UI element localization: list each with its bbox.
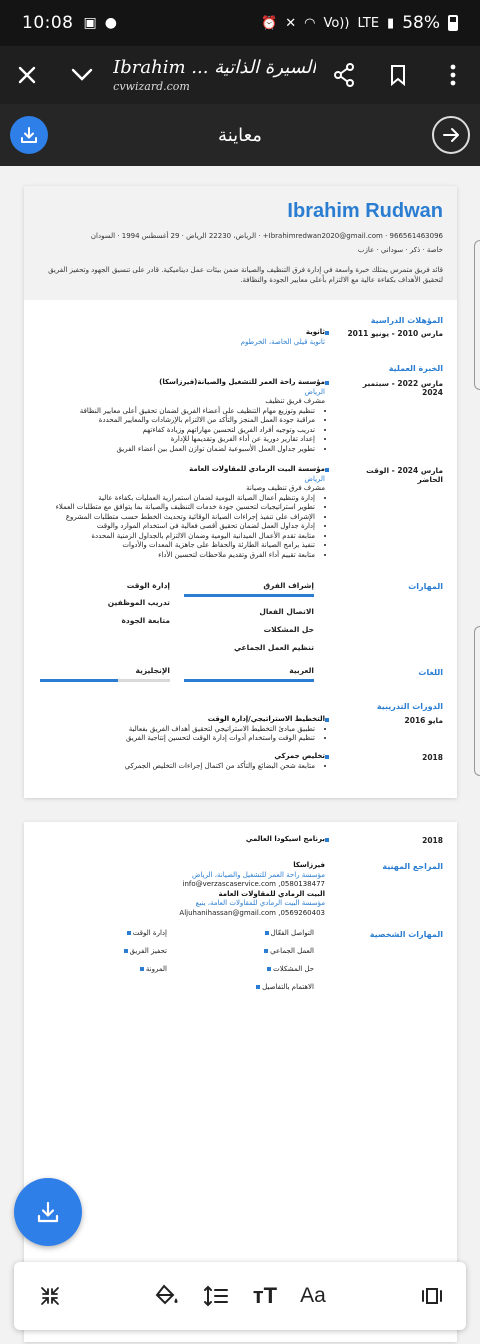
page-scroll-handle[interactable] [474,240,480,390]
course-2-marker [325,755,329,759]
battery-icon [448,15,458,31]
network-label: LTE [357,15,380,31]
formatting-toolbar [14,1262,466,1330]
status-time: 10:08 [22,13,74,33]
text-size-icon[interactable]: тT [252,1283,278,1308]
course-3-entry [45,835,325,845]
battery-label: 58% [402,13,440,33]
personal-skill: المرونة [140,965,167,973]
list-item: • إدارة جداول العمل لضمان تحقيق أقصى فعالية في استخدام الموارد والوقت [45,522,315,532]
job-2-marker [325,468,329,472]
chevron-down-icon[interactable] [55,46,110,104]
course-2-date: 2018 [422,753,443,762]
tab-url: cvwizard.com [113,80,190,93]
tab-title: Ibrahim ... السيرة الذاتية [113,57,317,78]
preview-title: معاينة [218,124,262,146]
job-1-city: الرياض [304,387,325,396]
personal-skill: التواصل الفعّال [265,929,314,937]
contact-line-1: Ibrahimredwan2020@gmail.com · 966561463096+ · الرياض، 22230 الرياض · 29 أغسطس 1994 · السودان [90,232,443,240]
list-item: • إعداد تقارير دورية عن أداء الفريق وتقديمها للإدارة [45,435,315,445]
course-1-marker [325,718,329,722]
course-2-name: تخليص جمركي [274,752,325,760]
skill-item: متابعة الجودة [121,616,170,625]
alarm-icon: ⏰ [261,15,278,31]
signal-icon: ▮ [387,15,395,31]
list-item: • تدريب وتوجيه أفراد الفريق لتحسين مهاراتهم وزيادة كفاءتهم [45,426,315,436]
line-spacing-icon[interactable] [202,1282,230,1310]
reference-org: مؤسسة البيت الرمادي للمقاولات العامة، ينبع [195,899,325,907]
experience-title: الخبرة العملية [388,364,443,373]
education-date: مارس 2010 - يونيو 2011 [347,329,443,338]
list-item: • تطوير جداول العمل الأسبوعية لضمان توازن العمل بين أعضاء الفريق [45,445,315,455]
arrow-right-icon [442,127,460,143]
languages-title: اللغات [418,668,443,677]
close-icon[interactable] [0,46,55,104]
job-1-company: مؤسسة راحة العمر للتشغيل والصيانة(فيرزاسكا) [159,378,325,386]
contact-line-2: خاصة · ذكر · سوداني · عازب [357,246,443,254]
font-icon[interactable]: Aa [300,1284,326,1307]
education-entry [45,328,325,347]
skill-item: الاتصال الفعال [259,607,314,616]
skill-item: تدريب الموظفين [107,598,170,607]
skill-bar [184,594,314,597]
gallery-icon: ▣ [83,15,97,31]
course-3-date: 2018 [422,836,443,845]
bookmark-icon[interactable] [371,46,426,104]
language-level [184,679,314,682]
share-icon[interactable] [316,46,371,104]
list-item: • متابعة شحن البضائع والتأكد من اكتمال إجراءات التخليص الجمركي [45,762,315,772]
list-item: • إدارة وتنظيم أعمال الصيانة اليومية لضمان استمرارية العمليات بكفاءة عالية [45,494,315,504]
download-button[interactable] [10,116,48,154]
references-entry [45,861,325,918]
course-1-date: مايو 2016 [404,716,443,725]
carousel-icon[interactable] [418,1282,446,1310]
mute-icon: ✕ [285,15,297,31]
education-school: ثانوية قيلي الخاصة، الخرطوم [240,337,325,346]
cv-page-1 [24,186,457,798]
cv-header [24,186,457,300]
status-bar [0,0,480,46]
job-2-entry [45,465,325,560]
job-1-date: مارس 2022 - سبتمبر 2024 [362,379,443,397]
next-arrow-button[interactable] [432,116,470,154]
floating-download-button[interactable] [14,1178,82,1246]
list-item: • تنفيذ برامج الصيانة الطارئة والحفاظ على جاهزية المعدات والأدوات [45,541,315,551]
preview-header [0,104,480,166]
job-2-bullets [45,494,325,561]
skill-item: إشراف الفرق [263,581,314,590]
job-1-marker [325,381,329,385]
skill-item: حل المشكلات [263,625,314,634]
personal-skill: إدارة الوقت [127,929,167,937]
download-icon [36,1200,60,1224]
education-marker [325,331,329,335]
page-title-area [109,57,316,93]
job-1-bullets [45,407,325,455]
language-item: العربية [289,666,314,675]
list-item: • تطوير استراتيجيات لتحسين جودة خدمات التنظيف والصيانة بما يتوافق مع متطلبات العملاء [45,503,315,513]
language-bar [184,679,314,682]
skill-item: تنظيم العمل الجماعي [233,643,314,652]
volte-label: Vo)) [323,15,350,31]
cv-summary: قائد فريق متمرس يمتلك خبرة واسعة في إدارة فرق التنظيف والصيانة ضمن بيئات عمل ديناميكية. قادر على تنسيق الجهود وتحفيز الفريق لتحقيق الأهداف بكفاءة عالية مع الالتزام بأعلى معايير الجودة والنظافة. [48,266,443,284]
job-1-entry [45,378,325,454]
language-level [40,679,118,682]
personal-skill: حل المشكلات [267,965,314,973]
references-title: المراجع المهنية [382,862,443,871]
course-2-entry [45,752,325,771]
reference-name: البيت الرمادي للمقاولات العامة [218,889,325,898]
reference-contact: 0569260403, Aljuhanihassan@gmail.com [179,908,325,917]
education-title: المؤهلات الدراسية [370,316,443,325]
reference-org: مؤسسة راحة العمر للتشغيل والصيانة، الرياض [192,870,325,879]
language-item: الإنجليزية [135,666,170,675]
paint-bucket-icon[interactable] [152,1282,182,1310]
course-1-entry [45,715,325,744]
cv-name: Ibrahim Rudwan [287,200,443,222]
courses-title: الدورات التدريبية [376,702,443,711]
job-2-city: الرياض [304,474,325,483]
list-item: • تنظيم الوقت واستخدام أدوات إدارة الوقت لتحسين إنتاجية الفريق [45,734,315,744]
job-2-date: مارس 2024 - الوقت الحاضر [366,466,443,484]
personal-skill: العمل الجماعي [264,947,314,955]
language-bar [40,679,170,682]
collapse-icon[interactable] [36,1282,64,1310]
course-1-name: التخطيط الاستراتيجي/إدارة الوقت [207,715,325,723]
list-item: • تطبيق مبادئ التخطيط الاستراتيجي لتحقيق أهداف الفريق بفعالية [45,725,315,735]
list-item: • الإشراف على تنفيذ إجراءات الصيانة الوقائية وتحديث الخطط حسب متطلبات المشروع [45,513,315,523]
course-3-name: برنامج اسيكودا العالمي [245,835,325,843]
personal-skill: الاهتمام بالتفاصيل [256,983,314,991]
skills-title: المهارات [408,582,443,591]
more-options-icon[interactable] [425,46,480,104]
personal-skill: تحفيز الفريق [124,947,167,955]
reference-name: فيرزاسكا [293,861,325,869]
skill-item: إدارة الوقت [126,581,170,590]
personal-skills-title: المهارات الشخصية [369,930,443,939]
list-item: • مراقبة جودة العمل المنجز والتأكد من الالتزام بالإرشادات والمعايير المحددة [45,416,315,426]
list-item: • تنظيم وتوزيع مهام التنظيف على أعضاء الفريق لضمان تحقيق أعلى معايير النظافة [45,407,315,417]
list-item: • متابعة تقدم الأعمال الميدانية اليومية وضمان الالتزام بالجداول الزمنية المحددة [45,532,315,542]
job-2-company: مؤسسة البيت الرمادي للمقاولات العامة [189,465,325,473]
page-scroll-handle[interactable] [474,626,480,776]
browser-tab-bar [0,46,480,104]
course-3-marker [325,838,329,842]
notification-icon: ● [104,15,117,31]
download-icon [20,126,38,144]
cv-contact [38,229,443,257]
education-degree: ثانوية [305,328,325,336]
job-2-role: مشرف فرق تنظيف وصيانة [246,484,325,492]
job-1-role: مشرف فريق تنظيف [265,397,325,405]
list-item: • متابعة تقييم أداء الفرق وتقديم ملاحظات لتحسين الأداء [45,551,315,561]
wifi-icon: ◠ [304,15,316,31]
reference-contact: 0580138477, info@verzascaservice.com [182,880,325,888]
